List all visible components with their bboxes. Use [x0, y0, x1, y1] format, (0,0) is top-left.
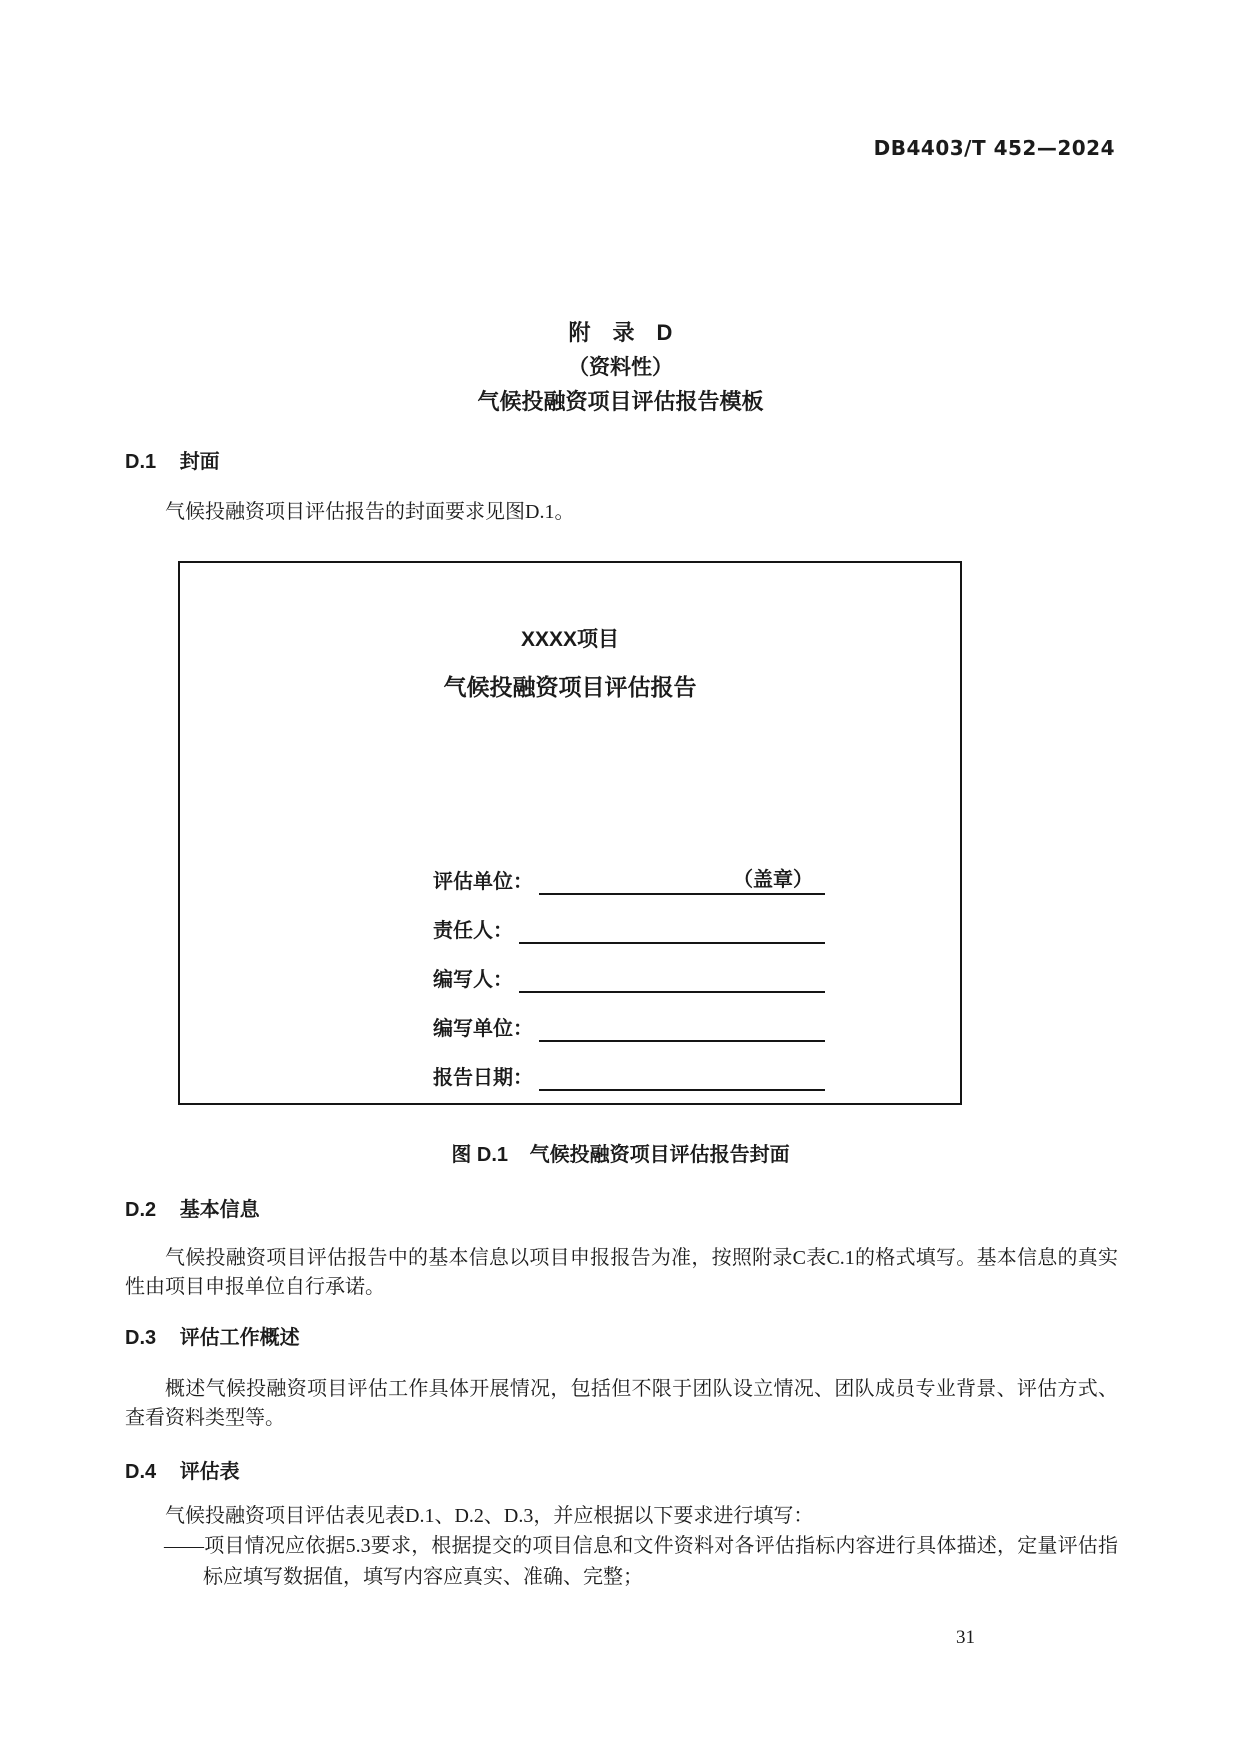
field-blank-line	[519, 912, 825, 944]
field-label-authoring-unit: 编写单位：	[433, 1018, 533, 1040]
appendix-title-line3: 气候投融资项目评估报告模板	[477, 389, 764, 414]
section-title-d4: 评估表	[179, 1461, 240, 1483]
field-row-report-date	[433, 1042, 825, 1091]
appendix-title-block	[0, 316, 1241, 418]
figure-d1-caption	[0, 1143, 1241, 1168]
d4-intro-line: 气候投融资项目评估表见表D.1、D.2、D.3，并应根据以下要求进行填写：	[165, 1505, 814, 1527]
stamp-note: （盖章）	[733, 869, 813, 891]
section-body-d1: 气候投融资项目评估报告的封面要求见图D.1。	[165, 501, 575, 523]
field-label-responsible-person: 责任人：	[433, 920, 513, 942]
field-blank-line	[519, 961, 825, 993]
figure-caption-number: 图 D.1	[451, 1144, 509, 1166]
figure-d1-cover-box	[178, 561, 962, 1105]
field-row-authoring-unit	[433, 993, 825, 1042]
field-row-responsible-person	[433, 895, 825, 944]
section-body-d4	[125, 1501, 1118, 1593]
field-row-author	[433, 944, 825, 993]
field-label-author: 编写人：	[433, 969, 513, 991]
d4-dash-item: ——项目情况应依据5.3要求，根据提交的项目信息和文件资料对各评估指标内容进行具体描述，定量评估指标应填写数据值，填写内容应真实、准确、完整；	[164, 1535, 1118, 1588]
field-label-assessment-unit: 评估单位：	[433, 871, 533, 893]
cover-project-line: XXXX项目	[520, 628, 620, 651]
section-title-d2: 基本信息	[179, 1199, 260, 1221]
section-number-d2: D.2	[125, 1199, 157, 1221]
cover-fields	[433, 846, 825, 1091]
section-heading-d4	[125, 1460, 240, 1485]
section-title-d1: 封面	[179, 451, 220, 473]
section-heading-d2	[125, 1198, 260, 1223]
cover-report-title: 气候投融资项目评估报告	[443, 674, 697, 700]
section-heading-d3	[125, 1326, 300, 1351]
appendix-title-line2: （资料性）	[568, 356, 673, 379]
standard-code-header: DB4403/T 452—2024	[873, 136, 1115, 160]
section-heading-d1	[125, 450, 220, 475]
field-label-report-date: 报告日期：	[433, 1067, 533, 1089]
section-body-d2: 气候投融资项目评估报告中的基本信息以项目申报报告为准，按照附录C表C.1的格式填写。基本信息的真实性由项目申报单位自行承诺。	[125, 1247, 1118, 1298]
section-body-d3: 概述气候投融资项目评估工作具体开展情况，包括但不限于团队设立情况、团队成员专业背景、评估方式、查看资料类型等。	[125, 1378, 1118, 1429]
section-number-d3: D.3	[125, 1327, 157, 1349]
section-title-d3: 评估工作概述	[179, 1327, 300, 1349]
field-blank-line	[539, 1010, 825, 1042]
figure-caption-text: 气候投融资项目评估报告封面	[529, 1144, 790, 1166]
field-blank-line	[539, 863, 825, 895]
appendix-title-line1: 附 录 D	[568, 320, 673, 345]
field-row-assessment-unit	[433, 846, 825, 895]
field-blank-line	[539, 1059, 825, 1091]
page-number: 31	[956, 1627, 975, 1648]
section-number-d1: D.1	[125, 451, 157, 473]
section-number-d4: D.4	[125, 1461, 157, 1483]
